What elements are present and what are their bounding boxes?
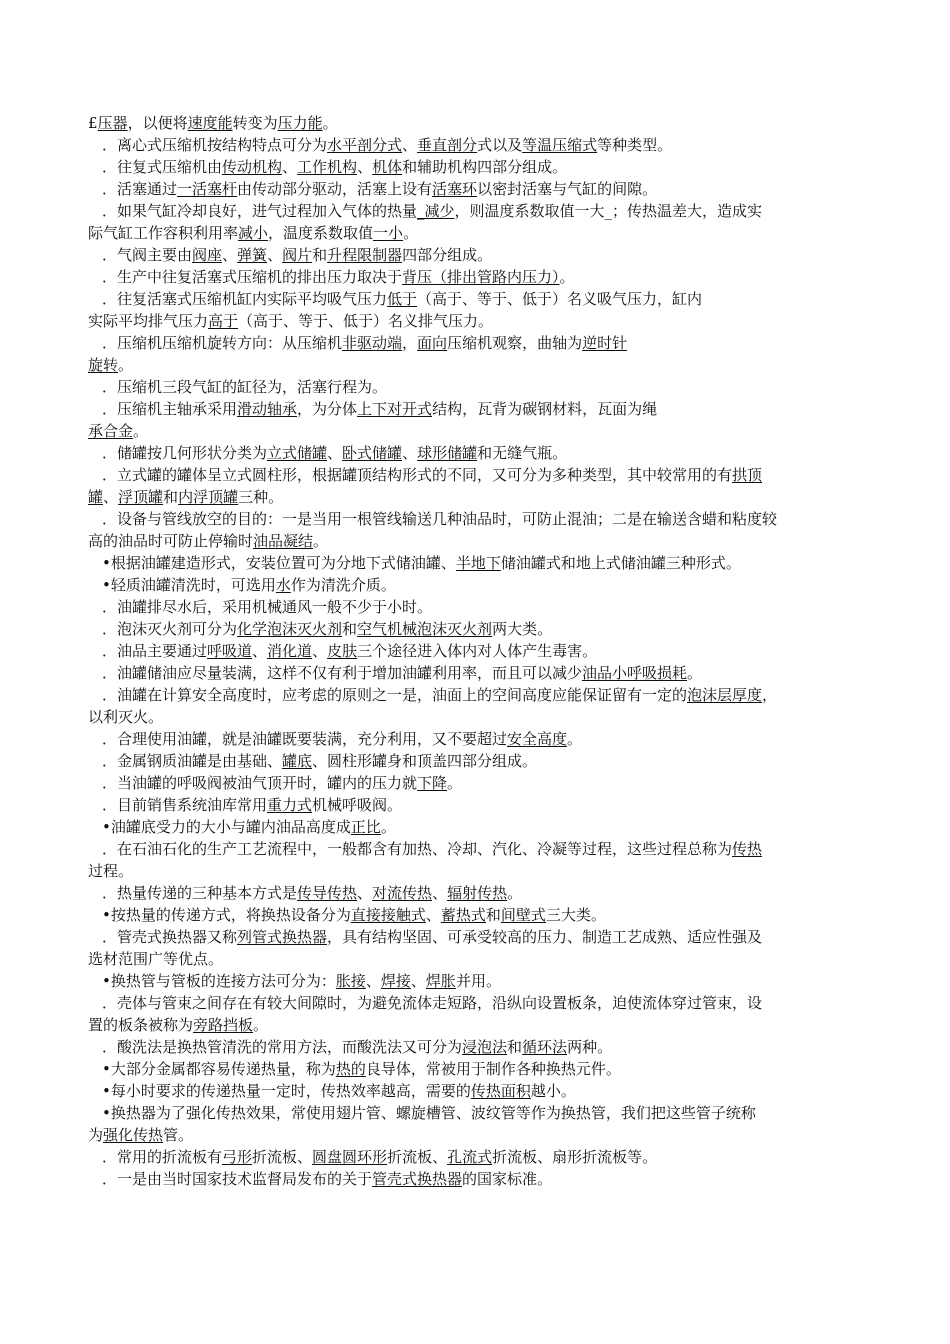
text-line xyxy=(88,178,878,200)
underlined-answer: _减少 xyxy=(417,202,455,220)
text-segment: ．设备与管线放空的目的：一是当用一根管线输送几种油品时，可防止混油；二是在输送含蜡和粘度较 xyxy=(102,510,778,528)
text-segment: ．金属钢质油罐是由基础、 xyxy=(102,752,283,770)
text-segment: 、 xyxy=(252,642,268,660)
text-segment: 三个途径进入体内对人体产生毒害。 xyxy=(357,642,598,660)
text-segment: 管。 xyxy=(163,1126,194,1144)
text-segment: •按热量的传递方式，将换热设备分为 xyxy=(102,906,351,924)
underlined-answer: 直接接触式 xyxy=(350,906,426,924)
text-line xyxy=(88,442,878,464)
text-segment: ， xyxy=(762,686,778,704)
text-line xyxy=(88,838,878,860)
text-segment: 、 xyxy=(282,158,298,176)
text-line xyxy=(88,1036,878,1058)
text-line xyxy=(88,574,878,596)
underlined-answer: 安全高度 xyxy=(507,730,568,748)
text-line xyxy=(88,882,878,904)
text-segment: 、 xyxy=(402,444,418,462)
text-segment: ．气阀主要由 xyxy=(102,246,193,264)
text-segment: 和 xyxy=(342,620,358,638)
underlined-answer: 阀片 xyxy=(282,246,313,264)
underlined-answer: 弓形 xyxy=(222,1148,253,1166)
document-page xyxy=(88,112,878,1190)
text-segment: •换热器为了强化传热效果，常使用翅片管、螺旋槽管、波纹管等作为换热管，我们把这些管子统称 xyxy=(102,1104,756,1122)
text-segment: 高的油品时可防止停输时 xyxy=(88,532,254,550)
underlined-answer: 旋转 xyxy=(88,356,119,374)
text-segment: ．泡沫灭火剂可分为 xyxy=(102,620,238,638)
text-segment: ．油罐储油应尽量装满，这样不仅有利于增加油罐利用率，而且可以减少 xyxy=(102,664,583,682)
underlined-answer: 球形储罐 xyxy=(417,444,478,462)
text-line xyxy=(88,596,878,618)
underlined-answer: 压力能 xyxy=(277,114,323,132)
text-line xyxy=(88,354,878,376)
text-segment: 越小。 xyxy=(530,1082,576,1100)
underlined-answer: 卧式储罐 xyxy=(342,444,403,462)
text-segment: 折流板、扇形折流板等。 xyxy=(492,1148,658,1166)
text-segment: 两种。 xyxy=(567,1038,613,1056)
underlined-answer: 高于 xyxy=(208,312,239,330)
text-segment: ．油罐排尽水后，采用机械通风一般不少于小时。 xyxy=(102,598,433,616)
underlined-answer: 皮肤 xyxy=(327,642,358,660)
underlined-answer: 热的 xyxy=(335,1060,366,1078)
underlined-answer: 拱顶 xyxy=(732,466,763,484)
underlined-answer: 列管式换热器 xyxy=(237,928,328,946)
text-segment: ，为分体 xyxy=(297,400,358,418)
underlined-answer: 水平剖分式 xyxy=(327,136,403,154)
text-segment: 三种。 xyxy=(238,488,284,506)
text-segment: ．在石油石化的生产工艺流程中，一般都含有加热、冷却、汽化、冷凝等过程，这些过程总称为 xyxy=(102,840,733,858)
text-line xyxy=(88,1102,878,1124)
text-line xyxy=(88,464,878,486)
text-segment: （高于、等于、低于）名义吸气压力，缸内 xyxy=(417,290,703,308)
text-line xyxy=(88,376,878,398)
text-segment: 作为清洗介质。 xyxy=(290,576,396,594)
text-segment: •大部分金属都容易传递热量，称为 xyxy=(102,1060,336,1078)
text-segment: 际气缸工作容积利用率 xyxy=(88,224,239,242)
text-segment: 。 xyxy=(313,532,329,550)
text-segment: 、 xyxy=(103,488,119,506)
text-line xyxy=(88,706,878,728)
underlined-answer: 化学泡沫灭火剂 xyxy=(237,620,343,638)
text-line xyxy=(88,662,878,684)
text-segment: 折流板、 xyxy=(252,1148,313,1166)
underlined-answer: 圆盘圆环形 xyxy=(312,1148,388,1166)
text-line xyxy=(88,640,878,662)
text-segment: （高于、等于、低于）名义排气压力。 xyxy=(238,312,494,330)
text-segment: 和 xyxy=(485,906,501,924)
text-segment: 。 xyxy=(253,1016,269,1034)
text-line xyxy=(88,134,878,156)
underlined-answer: 强化传热 xyxy=(103,1126,164,1144)
text-segment: 。 xyxy=(567,730,583,748)
text-segment: ．往复活塞式压缩机缸内实际平均吸气压力 xyxy=(102,290,388,308)
text-line xyxy=(88,310,878,332)
text-line xyxy=(88,772,878,794)
underlined-answer: 内浮顶罐 xyxy=(178,488,239,506)
text-line xyxy=(88,794,878,816)
underlined-answer: 正比 xyxy=(350,818,381,836)
text-segment: •油罐底受力的大小与罐内油品高度成 xyxy=(102,818,351,836)
text-segment: 良导体，常被用于制作各种换热元件。 xyxy=(365,1060,621,1078)
text-line xyxy=(88,970,878,992)
text-line xyxy=(88,530,878,552)
underlined-answer: 等温压缩式 xyxy=(522,136,598,154)
underlined-answer: 孔流式 xyxy=(447,1148,493,1166)
text-line xyxy=(88,486,878,508)
text-segment: 、 xyxy=(222,246,238,264)
text-line xyxy=(88,904,878,926)
text-segment: 结构，瓦背为碳钢材料，瓦面为绳 xyxy=(432,400,658,418)
underlined-answer: 传热面积 xyxy=(470,1082,531,1100)
text-segment: 实际平均排气压力 xyxy=(88,312,209,330)
text-segment: 式以及 xyxy=(477,136,523,154)
underlined-answer: 浮顶罐 xyxy=(118,488,164,506)
text-segment: 、 xyxy=(327,444,343,462)
underlined-answer: 速度能 xyxy=(187,114,233,132)
text-line xyxy=(88,398,878,420)
underlined-answer: 一小 xyxy=(373,224,404,242)
text-line xyxy=(88,508,878,530)
text-line xyxy=(88,200,878,222)
text-line xyxy=(88,222,878,244)
text-segment: 、 xyxy=(312,642,328,660)
text-segment: 、 xyxy=(267,246,283,264)
text-segment: 。 xyxy=(507,884,523,902)
text-segment: 转变为 xyxy=(232,114,278,132)
text-segment: 和无缝气瓶。 xyxy=(477,444,568,462)
text-segment: 等种类型。 xyxy=(597,136,673,154)
text-segment: •轻质油罐清洗时，可选用 xyxy=(102,576,276,594)
text-line xyxy=(88,244,878,266)
underlined-answer: 罐底 xyxy=(282,752,313,770)
text-segment: ，则温度系数取值一大_；传热温差大，造成实 xyxy=(454,202,763,220)
text-segment: 和 xyxy=(312,246,328,264)
underlined-answer: 弹簧 xyxy=(237,246,268,264)
underlined-answer: 压器 xyxy=(97,114,128,132)
text-segment: ．目前销售系统油库常用 xyxy=(102,796,268,814)
underlined-answer: 传动机构 xyxy=(222,158,283,176)
underlined-answer: 面向 xyxy=(417,334,448,352)
text-line xyxy=(88,860,878,882)
text-line xyxy=(88,816,878,838)
text-segment: 、 xyxy=(410,972,426,990)
text-segment: ．压缩机三段气缸的缸径为，活塞行程为。 xyxy=(102,378,388,396)
text-segment: 和辅助机构四部分组成。 xyxy=(402,158,568,176)
text-segment: 三大类。 xyxy=(545,906,606,924)
underlined-answer: 油品小呼吸损耗 xyxy=(582,664,688,682)
text-segment: •换热管与管板的连接方法可分为： xyxy=(102,972,336,990)
text-line xyxy=(88,1058,878,1080)
underlined-answer: 辐射传热 xyxy=(447,884,508,902)
text-segment: ．压缩机主轴承采用 xyxy=(102,400,238,418)
underlined-answer: 泡沫层厚度 xyxy=(687,686,763,704)
text-segment: 。 xyxy=(380,818,396,836)
underlined-answer: 减小 xyxy=(238,224,269,242)
underlined-answer: 立式储罐 xyxy=(267,444,328,462)
underlined-answer: 垂直剖分 xyxy=(417,136,478,154)
text-segment: £ xyxy=(88,114,98,132)
text-segment: 两大类。 xyxy=(492,620,553,638)
text-segment: 和 xyxy=(507,1038,523,1056)
text-segment: 由传动部分驱动，活塞上设有 xyxy=(237,180,433,198)
underlined-answer: 管壳式换热器 xyxy=(372,1170,463,1188)
text-segment: 。 xyxy=(403,224,419,242)
underlined-answer: 半地下 xyxy=(455,554,501,572)
text-segment: ，以便将 xyxy=(127,114,188,132)
underlined-answer: 非驱动端 xyxy=(342,334,403,352)
text-segment: 以密封活塞与气缸的间隙。 xyxy=(477,180,658,198)
text-segment: 压缩机观察，曲轴为 xyxy=(447,334,583,352)
text-segment: ， xyxy=(402,334,418,352)
text-segment: ．往复式压缩机由 xyxy=(102,158,223,176)
text-segment: 。 xyxy=(559,268,575,286)
text-line xyxy=(88,1146,878,1168)
underlined-answer: 罐 xyxy=(88,488,104,506)
underlined-answer: 低于 xyxy=(387,290,418,308)
text-line xyxy=(88,420,878,442)
text-segment: ．压缩机压缩机旋转方向：从压缩机 xyxy=(102,334,343,352)
text-segment: 和 xyxy=(163,488,179,506)
underlined-answer: 背压（排出管路内压力） xyxy=(402,268,560,286)
text-segment: ．一是由当时国家技术监督局发布的关于 xyxy=(102,1170,373,1188)
underlined-answer: 空气机械泡沫灭火剂 xyxy=(357,620,493,638)
underlined-answer: 旁路挡板 xyxy=(193,1016,254,1034)
text-segment: ．离心式压缩机按结构特点可分为 xyxy=(102,136,328,154)
text-segment: 为 xyxy=(88,1126,104,1144)
text-segment: 置的板条被称为 xyxy=(88,1016,194,1034)
underlined-answer: 下降 xyxy=(417,774,448,792)
text-segment: 过程。 xyxy=(88,862,134,880)
underlined-answer: 呼吸道 xyxy=(207,642,253,660)
underlined-answer: 胀接 xyxy=(335,972,366,990)
text-segment: ．储罐按几何形状分类为 xyxy=(102,444,268,462)
text-segment: ，温度系数取值 xyxy=(268,224,374,242)
text-line xyxy=(88,332,878,354)
text-line xyxy=(88,750,878,772)
text-line xyxy=(88,552,878,574)
text-segment: 、 xyxy=(357,884,373,902)
text-segment: ．当油罐的呼吸阀被油气顶开时，罐内的压力就 xyxy=(102,774,418,792)
text-segment: 选材范围广等优点。 xyxy=(88,950,224,968)
underlined-answer: 水 xyxy=(275,576,291,594)
text-segment: 并用。 xyxy=(455,972,501,990)
text-segment: 。 xyxy=(687,664,703,682)
text-segment: 机械呼吸阀。 xyxy=(312,796,403,814)
underlined-answer: 阀座 xyxy=(192,246,223,264)
text-segment: ．生产中往复活塞式压缩机的排出压力取决于 xyxy=(102,268,403,286)
text-line xyxy=(88,1080,878,1102)
text-segment: 。 xyxy=(133,422,149,440)
text-line xyxy=(88,288,878,310)
underlined-answer: 活塞环 xyxy=(432,180,478,198)
underlined-answer: 机体 xyxy=(372,158,403,176)
underlined-answer: 蓄热式 xyxy=(440,906,486,924)
text-line xyxy=(88,266,878,288)
text-segment: ．油罐在计算安全高度时，应考虑的原则之一是，油面上的空间高度应能保证留有一定的 xyxy=(102,686,688,704)
underlined-answer: 传热 xyxy=(732,840,763,858)
text-segment: ．热量传递的三种基本方式是 xyxy=(102,884,298,902)
underlined-answer: 焊胀 xyxy=(425,972,456,990)
text-segment: 储油罐式和地上式储油罐三种形式。 xyxy=(500,554,741,572)
text-segment: 的国家标准。 xyxy=(462,1170,553,1188)
text-segment: 。 xyxy=(447,774,463,792)
underlined-answer: 工作机构 xyxy=(297,158,358,176)
text-segment: 、 xyxy=(425,906,441,924)
text-segment: 、 xyxy=(432,884,448,902)
text-segment: •每小时要求的传递热量一定时，传热效率越高，需要的 xyxy=(102,1082,471,1100)
underlined-answer: 焊接 xyxy=(380,972,411,990)
text-segment: ．合理使用油罐，就是油罐既要装满，充分利用，又不要超过 xyxy=(102,730,508,748)
underlined-answer: 浸泡法 xyxy=(462,1038,508,1056)
text-line xyxy=(88,684,878,706)
text-line xyxy=(88,112,878,134)
underlined-answer: 上下对开式 xyxy=(357,400,433,418)
text-segment: 、 xyxy=(402,136,418,154)
text-segment: ．酸洗法是换热管清洗的常用方法，而酸洗法又可分为 xyxy=(102,1038,463,1056)
text-segment: 四部分组成。 xyxy=(402,246,493,264)
text-line xyxy=(88,618,878,640)
text-segment: 、 xyxy=(357,158,373,176)
text-line xyxy=(88,1124,878,1146)
text-segment: ．管壳式换热器又称 xyxy=(102,928,238,946)
text-line xyxy=(88,1168,878,1190)
underlined-answer: 间壁式 xyxy=(500,906,546,924)
underlined-answer: 循环法 xyxy=(522,1038,568,1056)
underlined-answer: 承合金 xyxy=(88,422,134,440)
text-segment: 。 xyxy=(118,356,134,374)
underlined-answer: 升程限制器 xyxy=(327,246,403,264)
text-segment: 以利灭火。 xyxy=(88,708,164,726)
underlined-answer: 滑动轴承 xyxy=(237,400,298,418)
underlined-answer: 逆时针 xyxy=(582,334,628,352)
text-line xyxy=(88,992,878,1014)
text-segment: ．立式罐的罐体呈立式圆柱形，根据罐顶结构形式的不同，又可分为多种类型，其中较常用的有 xyxy=(102,466,733,484)
text-line xyxy=(88,728,878,750)
text-line xyxy=(88,948,878,970)
text-segment: 。 xyxy=(322,114,338,132)
text-segment: ．常用的折流板有 xyxy=(102,1148,223,1166)
underlined-answer: 对流传热 xyxy=(372,884,433,902)
text-segment: ．油品主要通过 xyxy=(102,642,208,660)
text-line xyxy=(88,1014,878,1036)
text-segment: ．如果气缸冷却良好，进气过程加入气体的热量 xyxy=(102,202,418,220)
underlined-answer: 消化道 xyxy=(267,642,313,660)
underlined-answer: 油品凝结 xyxy=(253,532,314,550)
text-line xyxy=(88,156,878,178)
underlined-answer: 重力式 xyxy=(267,796,313,814)
text-segment: 折流板、 xyxy=(387,1148,448,1166)
text-segment: ，具有结构坚固、可承受较高的压力、制造工艺成熟、适应性强及 xyxy=(327,928,763,946)
text-segment: •根据油罐建造形式，安装位置可为分地下式储油罐、 xyxy=(102,554,456,572)
text-segment: 、圆柱形罐身和顶盖四部分组成。 xyxy=(312,752,538,770)
text-line xyxy=(88,926,878,948)
text-segment: ．活塞通过 xyxy=(102,180,178,198)
underlined-answer: 传导传热 xyxy=(297,884,358,902)
text-segment: ．壳体与管束之间存在有较大间隙时，为避免流体走短路，沿纵向设置板条，迫使流体穿过管束，设 xyxy=(102,994,763,1012)
underlined-answer: 一活塞杆 xyxy=(177,180,238,198)
text-segment: 、 xyxy=(365,972,381,990)
